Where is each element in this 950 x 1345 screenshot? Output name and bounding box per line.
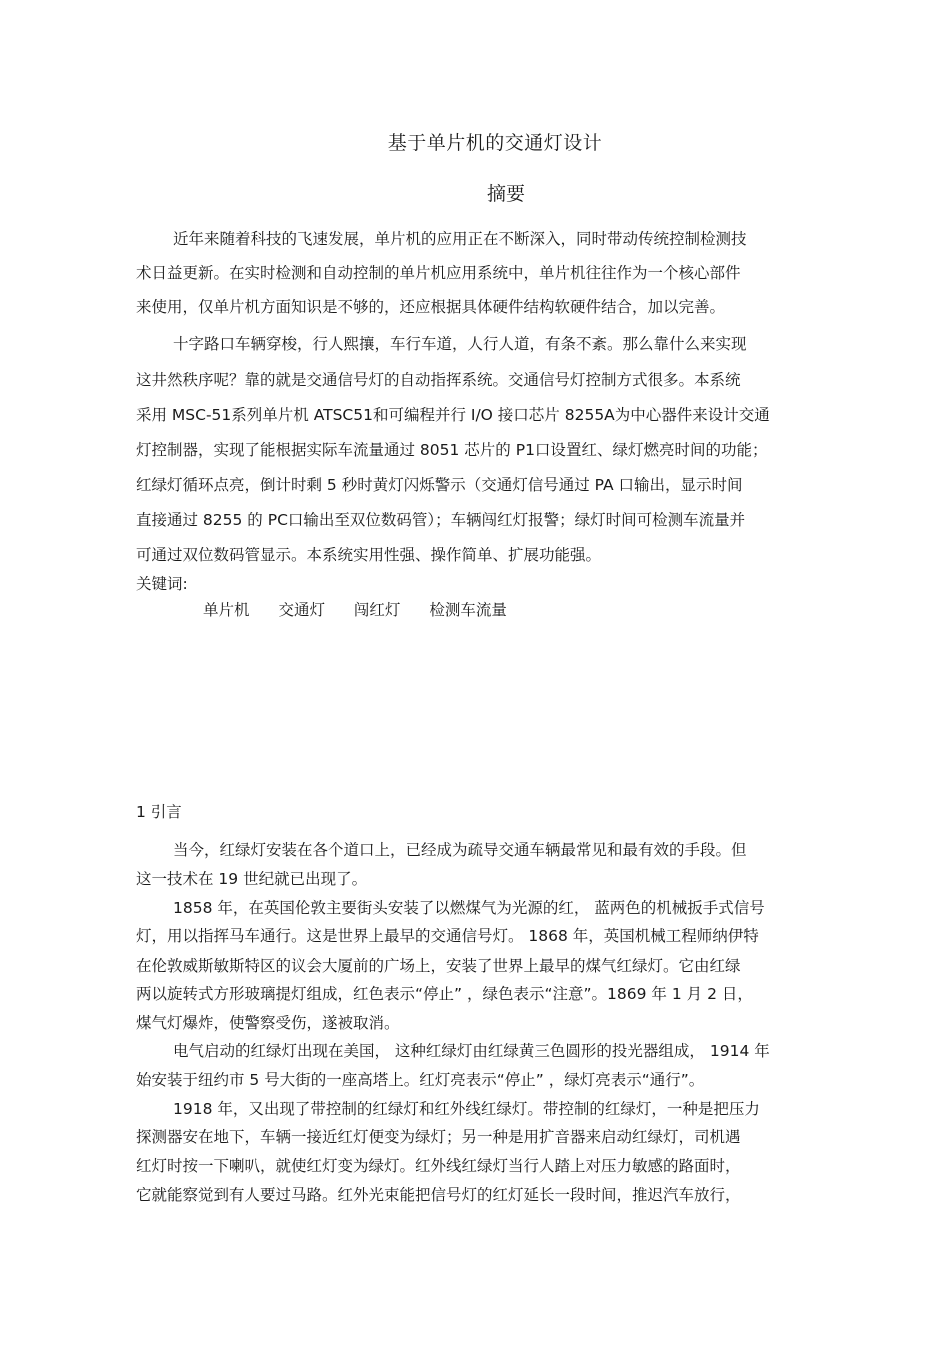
intro-p2-line: 在伦敦威斯敏斯特区的议会大厦前的广场上，安装了世界上最早的煤气红绿灯。它由红绿	[136, 957, 741, 975]
intro-p2-line: 1858 年，在英国伦敦主要街头安装了以燃煤气为光源的红， 蓝两色的机械扳手式信号	[173, 899, 765, 917]
intro-p1-line: 这一技术在 19 世纪就已出现了。	[136, 870, 368, 888]
keyword: 检测车流量	[429, 601, 507, 619]
intro-p4-line: 红灯时按一下喇叭，就使红灯变为绿灯。红外线红绿灯当行人踏上对压力敏感的路面时，	[136, 1157, 741, 1175]
section-heading: 1 引言	[136, 803, 182, 821]
abstract-p2-line: 这井然秩序呢？靠的就是交通信号灯的自动指挥系统。交通信号灯控制方式很多。本系统	[136, 371, 741, 389]
abstract-p2-line: 灯控制器，实现了能根据实际车流量通过 8051 芯片的 P1口设置红、绿灯燃亮时间的功能；	[136, 441, 768, 459]
abstract-p2-line: 采用 MSC-51系列单片机 ATSC51和可编程并行 I/O 接口芯片 8255A为中心器件来设计交通	[136, 406, 770, 424]
intro-p4-line: 1918 年，又出现了带控制的红绿灯和红外线红绿灯。带控制的红绿灯，一种是把压力	[173, 1100, 760, 1118]
intro-p4-line: 探测器安在地下，车辆一接近红灯便变为绿灯；另一种是用扩音器来启动红绿灯，司机遇	[136, 1128, 741, 1146]
intro-p2-line: 两以旋转式方形玻璃提灯组成，红色表示“停止” ，绿色表示“注意”。1869 年 1 月 2 日，	[136, 985, 753, 1003]
intro-p2-line: 灯，用以指挥马车通行。这是世界上最早的交通信号灯。 1868 年，英国机械工程师纳伊特	[136, 927, 759, 945]
document-title: 基于单片机的交通灯设计	[387, 132, 603, 154]
intro-p1-line: 当今，红绿灯安装在各个道口上，已经成为疏导交通车辆最常见和最有效的手段。但	[173, 841, 747, 859]
abstract-p2-line: 红绿灯循环点亮，倒计时剩 5 秒时黄灯闪烁警示（交通灯信号通过 PA 口输出，显示时间	[136, 476, 743, 494]
abstract-p2-line: 可通过双位数码管显示。本系统实用性强、操作简单、扩展功能强。	[136, 546, 602, 564]
keywords-list	[203, 600, 531, 620]
abstract-heading: 摘要	[486, 183, 525, 205]
keyword: 闯红灯	[353, 601, 401, 619]
abstract-p1-line: 来使用，仅单片机方面知识是不够的，还应根据具体硬件结构软硬件结合，加以完善。	[136, 298, 726, 316]
intro-p4-line: 它就能察觉到有人要过马路。红外光束能把信号灯的红灯延长一段时间，推迟汽车放行，	[136, 1186, 741, 1204]
intro-p3-line: 电气启动的红绿灯出现在美国， 这种红绿灯由红绿黄三色圆形的投光器组成， 1914 年	[173, 1042, 770, 1060]
intro-p3-line: 始安装于纽约市 5 号大街的一座高塔上。红灯亮表示“停止” ，绿灯亮表示“通行”。	[136, 1071, 705, 1089]
abstract-p1-line: 近年来随着科技的飞速发展，单片机的应用正在不断深入，同时带动传统控制检测技	[173, 230, 747, 248]
abstract-p2-line: 直接通过 8255 的 PC口输出至双位数码管）；车辆闯红灯报警；绿灯时间可检测车流量并	[136, 511, 746, 529]
keywords-label: 关键词:	[136, 575, 188, 593]
abstract-p1-line: 术日益更新。在实时检测和自动控制的单片机应用系统中，单片机往往作为一个核心部件	[136, 264, 741, 282]
abstract-p2-line: 十字路口车辆穿梭，行人熙攘，车行车道，人行人道，有条不紊。那么靠什么来实现	[173, 335, 747, 353]
keyword: 单片机	[203, 601, 250, 619]
intro-p2-line: 煤气灯爆炸，使警察受伤，遂被取消。	[136, 1014, 400, 1032]
keyword: 交通灯	[278, 601, 325, 619]
